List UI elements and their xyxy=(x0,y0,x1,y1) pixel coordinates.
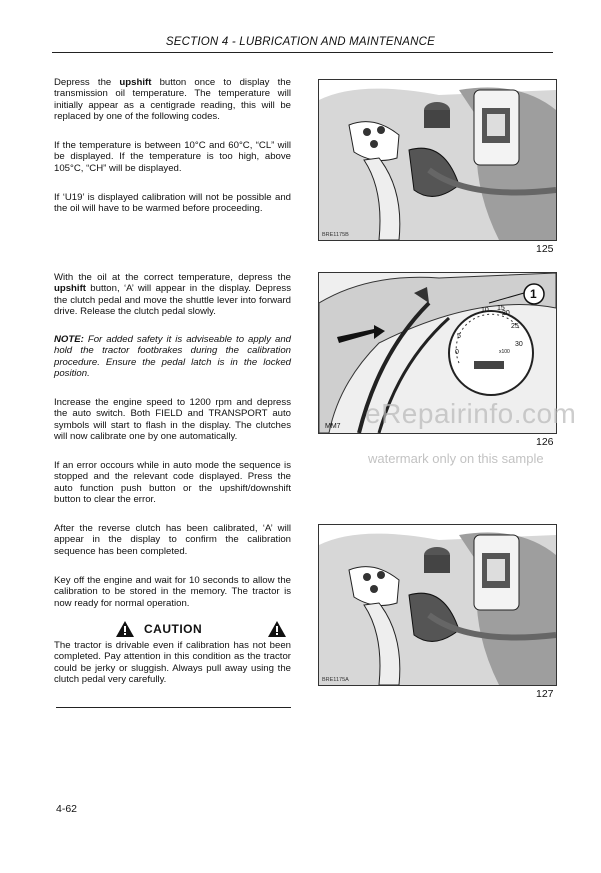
paragraph-correct-temperature: With the oil at the correct temperature, depress the upshift button, ‘A’ will appear in the display. Depress the clutch pedal and move the shuttle lever into forward drive. Release the clutch pedal slowly. xyxy=(54,272,291,318)
gauge-label: 15 xyxy=(497,305,505,312)
gauge-label: x100 xyxy=(499,349,510,355)
paragraph-u19: If ‘U19’ is displayed calibration will not be possible and the oil will have to be warmed before proceeding. xyxy=(54,192,291,215)
callout-1: 1 xyxy=(530,287,537,301)
section-header: SECTION 4 - LUBRICATION AND MAINTENANCE xyxy=(165,36,436,48)
gauge-label: 5 xyxy=(457,333,461,340)
warning-icon xyxy=(116,621,134,637)
caution-banner xyxy=(56,619,291,637)
watermark-subtitle: watermark only on this sample xyxy=(368,451,544,466)
paragraph-upshift-temperature: Depress the upshift button once to display the transmission oil temperature. The temperature will initially appear as a centigrade reading, this will be replaced by one of the following codes. xyxy=(54,77,291,123)
page-number: 4-62 xyxy=(56,803,78,815)
paragraph-key-off: Key off the engine and wait for 10 seconds to allow the calibration to be stored in the memory. The tractor is now ready for normal operation. xyxy=(54,575,291,609)
gauge-label: 20 xyxy=(502,310,510,317)
paragraph-note: NOTE: For added safety it is adviseable to apply and hold the tractor footbrakes during the calibration procedure. Ensure the pedal latch is in the locked position. xyxy=(54,334,291,380)
paragraph-reverse-clutch: After the reverse clutch has been calibrated, ‘A’ will appear in the display to confirm the calibration sequence has been completed. xyxy=(54,523,291,557)
figure-number: 126 xyxy=(536,436,554,448)
text-block-1 xyxy=(54,77,291,123)
gauge-label: 25 xyxy=(511,323,519,330)
figure-number: 125 xyxy=(536,243,554,255)
caution-label: CAUTION xyxy=(144,622,203,636)
paragraph-error: If an error occours while in auto mode the sequence is stopped and the relevant code displayed. Press the auto function push button or the upshift/downshift button to clear the error. xyxy=(54,460,291,506)
section-divider xyxy=(56,707,291,708)
gauge-label: 30 xyxy=(515,341,523,348)
figure-number: 127 xyxy=(536,688,554,700)
gauge-label: 10 xyxy=(481,307,489,314)
gauge-label: 0 xyxy=(455,349,459,356)
paragraph-caution-text: The tractor is drivable even if calibration has not been completed. Pay attention in this condition as the tractor could be jerky or sluggish. Always pull away using the clutch pedal very carefully. xyxy=(54,640,291,686)
figure-127-image xyxy=(318,524,557,686)
warning-icon xyxy=(268,621,286,637)
figure-code: BRE1175A xyxy=(322,677,349,683)
header-rule xyxy=(52,52,553,53)
paragraph-temperature-codes: If the temperature is between 10°C and 60°C, “CL” will be displayed. If the temperature is too high, above 105°C, “CH” will be displayed. xyxy=(54,140,291,174)
figure-code: MM7 xyxy=(325,423,341,430)
figure-code: BRE1175B xyxy=(322,232,349,238)
figure-125-image xyxy=(318,79,557,241)
watermark: eRepairinfo.com xyxy=(365,398,577,429)
paragraph-engine-speed: Increase the engine speed to 1200 rpm and depress the auto switch. Both FIELD and TRANSPORT auto symbols will start to flash in the display. The clutches will now calibrate one by one automatically. xyxy=(54,397,291,443)
